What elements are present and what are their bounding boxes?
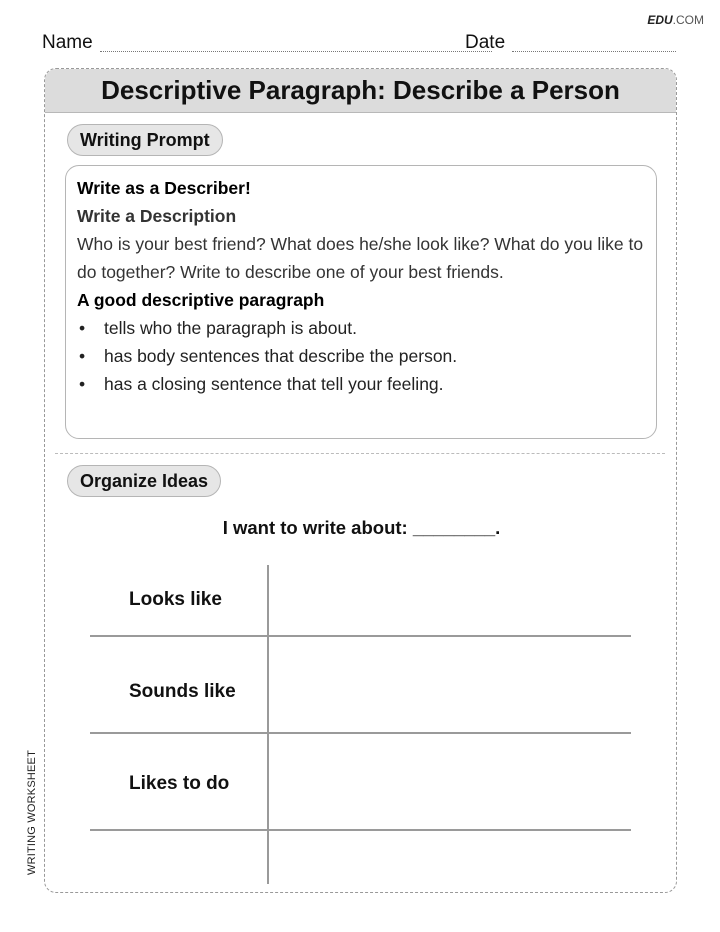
prompt-body: Who is your best friend? What does he/she look like? What do you like to do together? Write to describe one of your best friends. <box>77 234 644 282</box>
topic-line[interactable]: I want to write about: ________. <box>222 517 501 538</box>
criteria-item: • has a closing sentence that tell your feeling. <box>77 370 646 398</box>
writing-prompt-box <box>65 165 657 439</box>
name-line[interactable] <box>100 51 492 52</box>
page-title: Descriptive Paragraph: Describe a Person <box>101 75 620 105</box>
row-label-sounds-like: Sounds like <box>129 681 236 702</box>
table-divider-vertical <box>267 565 269 884</box>
criteria-list <box>77 314 646 398</box>
criteria-item: • has body sentences that describe the person. <box>77 342 646 370</box>
date-line[interactable] <box>512 51 676 52</box>
criteria-item: • tells who the paragraph is about. <box>77 314 646 342</box>
organize-ideas-pill: Organize Ideas <box>67 465 221 497</box>
prompt-subheading: Write a Description <box>77 206 237 226</box>
row-label-looks-like: Looks like <box>129 589 222 610</box>
worksheet-card <box>44 68 677 893</box>
organizer-table <box>90 565 631 884</box>
name-label: Name <box>42 32 93 53</box>
table-row-line <box>90 732 631 734</box>
writing-prompt-pill: Writing Prompt <box>67 124 223 156</box>
name-date-row <box>42 32 676 56</box>
title-bar <box>45 69 676 113</box>
table-row-line <box>90 635 631 637</box>
side-label: WRITING WORKSHEET <box>26 749 38 875</box>
table-row-line <box>90 829 631 831</box>
criteria-heading: A good descriptive paragraph <box>77 290 325 310</box>
row-label-likes-to-do: Likes to do <box>129 773 230 794</box>
prompt-heading: Write as a Describer! <box>77 178 251 198</box>
brand-logo: EDU.COM <box>647 13 704 27</box>
date-label: Date <box>465 32 506 53</box>
section-divider <box>55 453 665 454</box>
